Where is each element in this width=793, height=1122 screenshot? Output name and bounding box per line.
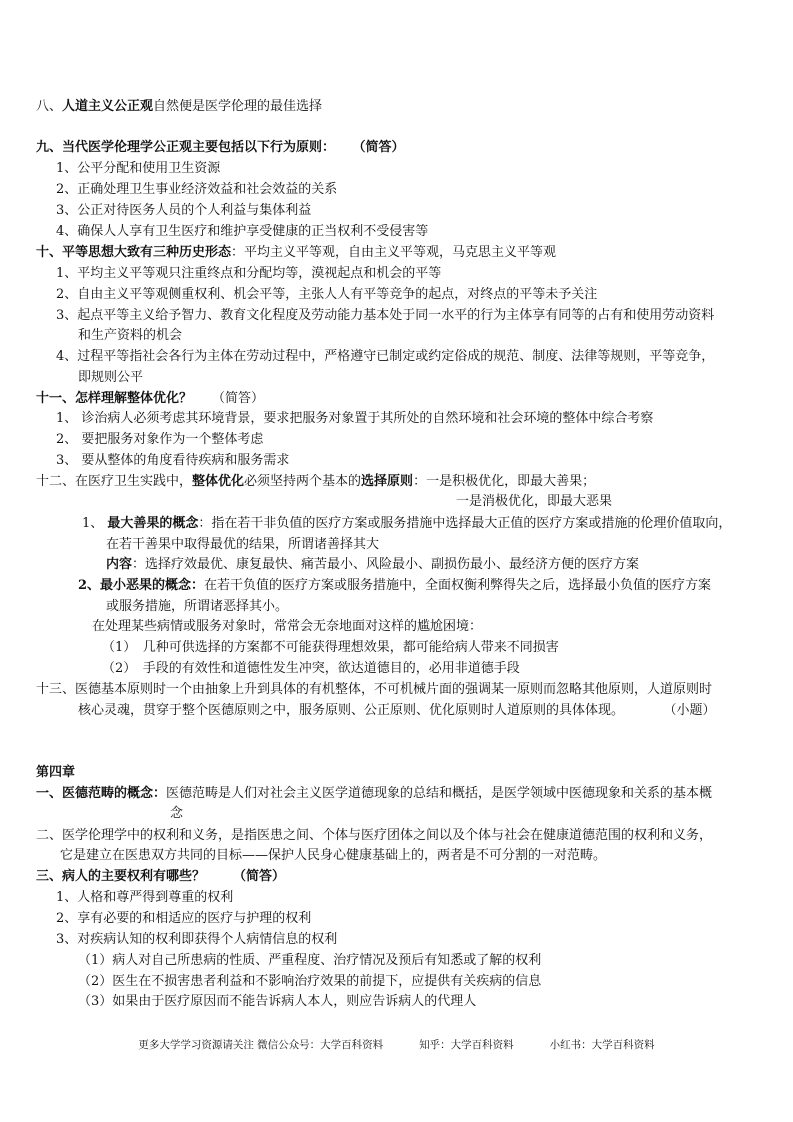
item-1-content [106, 555, 769, 575]
section-9-heading [36, 138, 769, 158]
item-2-continuation: 或服务措施，所谓诸恶择其小。 [106, 599, 289, 614]
list-item: 3、公正对待医务人员的个人利益与集体利益 [56, 203, 312, 218]
list-item: 2、 要把服务对象作为一个整体考虑 [56, 432, 264, 447]
chapter-title: 第四章 [36, 765, 76, 780]
item-2-rest: 在若干负值的医疗方案或服务措施中，全面权衡利弊得失之后，选择最小负值的医疗方案 [204, 578, 712, 593]
section-12-bold1: 整体优化 [192, 474, 245, 489]
item-number: 1、 [82, 516, 108, 531]
list-item: 4、过程平等指社会各行为主体在劳动过程中，严格遵守已制定或约定俗成的规范、制度、法律等规则，平等竞争， [56, 349, 715, 364]
list-item: 1、 诊治病人必须考虑其环境背景，要求把服务对象置于其所处的自然环境和社会环境的整体中综合考察 [56, 411, 654, 426]
chapter-4-item-1-rest: 医德范畴是人们对社会主义医学道德现象的总结和概括，是医学领域中医德现象和关系的基本概 [166, 786, 713, 801]
list-item: 1、公平分配和使用卫生资源 [56, 161, 221, 176]
chapter-4-item-3-heading [36, 867, 769, 887]
list-item: 3、 要从整体的角度看待疾病和服务需求 [56, 453, 290, 468]
section-9-heading-text: 九、当代医学伦理学公正观主要包括以下行为原则： [36, 140, 336, 155]
section-8-bold: 人道主义公正观 [62, 99, 154, 114]
section-12-item-2 [78, 576, 769, 596]
section-10-rest: ：平均主义平等观，自由主义平等观，马克思主义平等观 [231, 245, 557, 260]
footer-wechat: 更多大学学习资源请关注 微信公众号：大学百科资料 [138, 1039, 384, 1051]
section-13-line2 [78, 701, 769, 721]
section-8 [36, 97, 769, 117]
section-12-part3: ：一是积极优化，即最大善果； [413, 474, 596, 489]
list-item: 4、确保人人享有卫生医疗和维护享受健康的正当权利不受侵害等 [56, 224, 429, 239]
chapter-4-item-2-cont: 它是建立在医患双方共同的目标——保护人民身心健康基础上的，两者是不可分割的一对范畴。 [60, 848, 607, 863]
content-label: 内容 [106, 557, 133, 572]
list-item: 3、对疾病认知的权利即获得个人病情信息的权利 [56, 932, 338, 947]
dilemma-intro: 在处理某些病情或服务对象时，常常会无奈地面对这样的尴尬困境： [92, 619, 483, 634]
sub-list-item: （2）医生在不损害患者利益和不影响治疗效果的前提下，应提供有关疾病的信息 [78, 974, 542, 989]
sub-list-item: （3）如果由于医疗原因而不能告诉病人本人，则应告诉病人的代理人 [78, 994, 477, 1009]
list-item-continuation: 即规则公平 [78, 370, 144, 385]
chapter-4-item-1-bold: 一、医德范畴的概念： [36, 786, 167, 801]
section-11-heading-text: 十一、怎样理解整体优化？ [36, 391, 193, 406]
chapter-4-item-3-heading-text: 三、病人的主要权利有哪些？ [36, 869, 206, 884]
sub-list-item: （1）病人对自己所患病的性质、严重程度、治疗情况及预后有知悉或了解的权利 [78, 953, 542, 968]
content-text: ：选择疗效最优、康复最快、痛苦最小、风险最小、副损伤最小、最经济方便的医疗方案 [132, 557, 640, 572]
item-1-bold: 最大善果的概念 [107, 516, 199, 531]
dilemma-item: （2） 手段的有效性和道德性发生冲突，欲达道德目的，必用非道德手段 [102, 661, 520, 676]
section-10-heading [36, 243, 769, 263]
dilemma-item: （1） 几种可供选择的方案都不可能获得理想效果，都可能给病人带来不同损害 [102, 640, 559, 655]
list-item: 1、平均主义平等观只注重终点和分配均等，漠视起点和机会的平等 [56, 266, 442, 281]
list-item: 2、自由主义平等观侧重权利、机会平等，主张人人有平等竞争的起点，对终点的平等未予关注 [56, 287, 598, 302]
section-12-part1: 十二、在医疗卫生实践中， [36, 474, 193, 489]
section-8-prefix: 八、 [36, 99, 63, 114]
page-footer [0, 1037, 793, 1053]
list-item: 2、享有必要的和相适应的医疗与护理的权利 [56, 911, 312, 926]
chapter-4-item-3-tag: （简答） [233, 869, 286, 884]
section-8-rest: 自然便是医学伦理的最佳选择 [153, 99, 323, 114]
section-12-item-1 [82, 514, 769, 534]
section-12-line2: 一是消极优化，即最大恶果 [456, 494, 613, 509]
section-12-part2: 必须坚持两个基本的 [244, 474, 362, 489]
chapter-4-item-1-cont: 念 [170, 806, 184, 821]
item-1-rest: ：指在若干非负值的医疗方案或服务措施中选择最大正值的医疗方案或措施的伦理价值取向， [198, 516, 732, 531]
section-13-text: 核心灵魂，贯穿于整个医德原则之中，服务原则、公正原则、优化原则时人道原则的具体体现。 [78, 703, 625, 718]
section-11-tag: （简答） [212, 391, 265, 406]
section-12-intro [36, 472, 769, 492]
list-item: 3、起点平等主义给予智力、教育文化程度及劳动能力基本处于同一水平的行为主体享有同等的占有和使用劳动资料 [56, 308, 715, 323]
footer-xiaohongshu: 小红书：大学百科资料 [549, 1039, 655, 1051]
chapter-4-item-2: 二、医学伦理学中的权利和义务，是指医患之间、个体与医疗团体之间以及个体与社会在健康道德范围的权利和义务， [36, 828, 713, 843]
section-11-heading [36, 389, 769, 409]
section-13-tag: （小题） [670, 703, 716, 718]
section-9-tag: （简答） [359, 140, 405, 155]
list-item: 1、人格和尊严得到尊重的权利 [56, 890, 234, 905]
footer-zhihu: 知乎：大学百科资料 [419, 1039, 514, 1051]
list-item: 2、正确处理卫生事业经济效益和社会效益的关系 [56, 182, 338, 197]
section-10-bold: 十、平等思想大致有三种历史形态 [36, 245, 232, 260]
list-item-continuation: 和生产资料的机会 [78, 328, 183, 343]
item-1-continuation: 在若干善果中取得最优的结果，所谓诸善择其大 [106, 537, 380, 552]
chapter-4-item-1 [36, 784, 769, 804]
item-2-bold: 2、最小恶果的概念： [78, 578, 205, 593]
section-12-bold2: 选择原则 [361, 474, 414, 489]
section-13-line1: 十三、医德基本原则时一个由抽象上升到具体的有机整体，不可机械片面的强调某一原则而忽略其他原则，人道原则时 [36, 682, 713, 697]
